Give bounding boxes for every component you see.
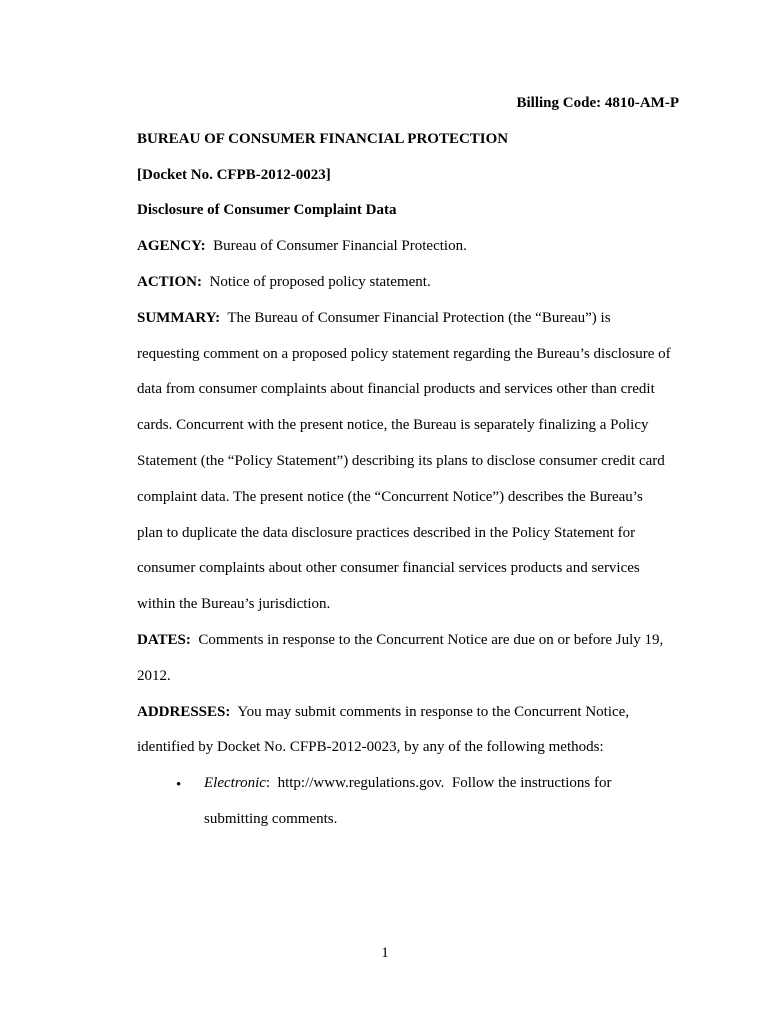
summary-line: plan to duplicate the data disclosure practices described in the Policy Statement for xyxy=(137,525,636,541)
summary-line: complaint data. The present notice (the “Concurrent Notice”) describes the Bureau’s xyxy=(137,489,643,505)
agency-heading: BUREAU OF CONSUMER FINANCIAL PROTECTION xyxy=(137,131,509,147)
addresses-first-text: You may submit comments in response to the Concurrent Notice, xyxy=(230,704,630,720)
dates-first-text: Comments in response to the Concurrent Notice are due on or before July 19, xyxy=(190,632,664,648)
docket-number: [Docket No. CFPB-2012-0023] xyxy=(137,167,331,183)
addresses-second-line: identified by Docket No. CFPB-2012-0023, by any of the following methods: xyxy=(137,739,604,755)
page-number: 1 xyxy=(381,945,389,961)
method-electronic-label: Electronic xyxy=(204,775,266,791)
dates-first-line xyxy=(137,631,663,649)
summary-first-text: The Bureau of Consumer Financial Protection (the “Bureau”) is xyxy=(220,310,611,326)
method-electronic-line xyxy=(204,774,611,792)
bullet-icon: • xyxy=(176,777,182,793)
method-electronic-text: : http://www.regulations.gov. Follow the instructions for xyxy=(265,775,612,791)
summary-first-line xyxy=(137,309,611,327)
summary-line: requesting comment on a proposed policy statement regarding the Bureau’s disclosure of xyxy=(137,346,671,362)
addresses-label: ADDRESSES: xyxy=(137,704,231,720)
action-line xyxy=(137,273,431,291)
addresses-first-line xyxy=(137,703,629,721)
summary-line: consumer complaints about other consumer financial services products and services xyxy=(137,560,640,576)
agency-line xyxy=(137,237,467,255)
agency-text: Bureau of Consumer Financial Protection. xyxy=(205,238,467,254)
summary-line: cards. Concurrent with the present notice, the Bureau is separately finalizing a Policy xyxy=(137,417,649,433)
action-label: ACTION: xyxy=(137,274,203,290)
action-text: Notice of proposed policy statement. xyxy=(202,274,431,290)
summary-label: SUMMARY: xyxy=(137,310,221,326)
summary-line: data from consumer complaints about financial products and services other than credit xyxy=(137,381,655,397)
document-subject: Disclosure of Consumer Complaint Data xyxy=(137,202,397,218)
dates-second-line: 2012. xyxy=(137,668,171,684)
agency-label: AGENCY: xyxy=(137,238,206,254)
billing-code: Billing Code: 4810-AM-P xyxy=(516,95,679,111)
method-electronic-continuation: submitting comments. xyxy=(204,811,338,827)
summary-line: within the Bureau’s jurisdiction. xyxy=(137,596,331,612)
dates-label: DATES: xyxy=(137,632,191,648)
summary-line: Statement (the “Policy Statement”) describing its plans to disclose consumer credit card xyxy=(137,453,665,469)
